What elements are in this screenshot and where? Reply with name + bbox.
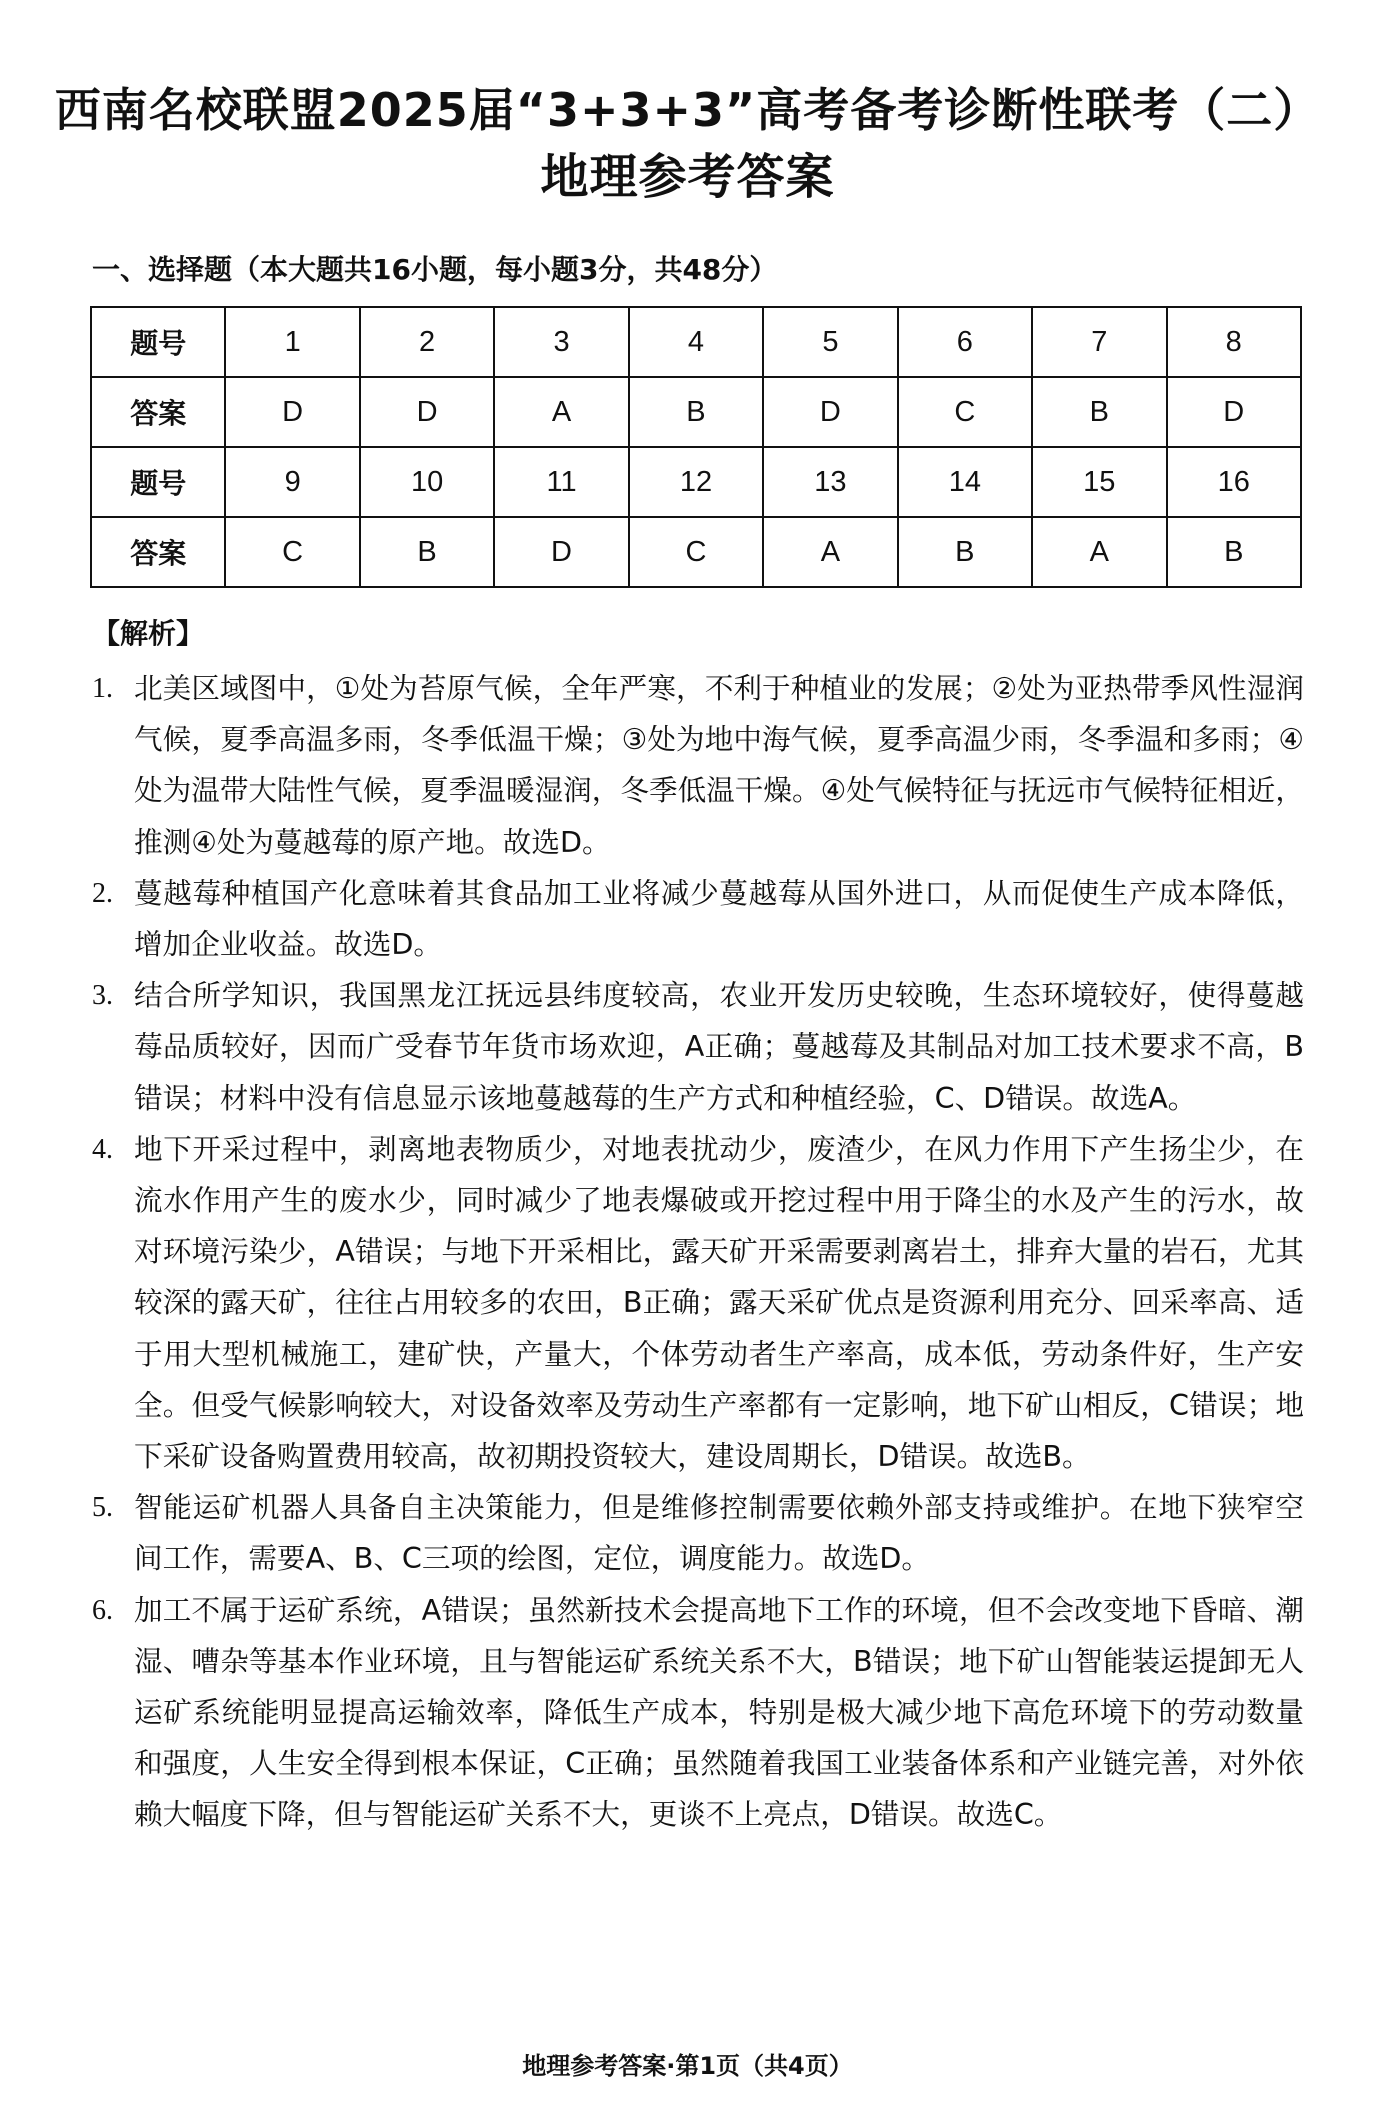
question-number-cell: 6	[898, 307, 1032, 377]
table-row	[91, 447, 1301, 517]
question-number-cell: 4	[629, 307, 763, 377]
item-text: 加工不属于运矿系统，A错误；虽然新技术会提高地下工作的环境，但不会改变地下昏暗、潮湿、嘈杂等基本作业环境，且与智能运矿系统关系不大，B错误；地下矿山智能装运提卸无人运矿系统能明显提高运输效率，降低生产成本，特别是极大减少地下高危环境下的劳动数量和强度，人生安全得到根本保证，C正确；虽然随着我国工业装备体系和产业链完善，对外依赖大幅度下降，但与智能运矿关系不大，更谈不上亮点，D错误。故选C。	[134, 1592, 1304, 1832]
explanation-list	[92, 663, 1304, 1841]
answer-cell: A	[494, 377, 628, 447]
item-number: 1.	[92, 673, 113, 704]
answer-cell: D	[494, 517, 628, 587]
page-footer: 地理参考答案·第1页（共4页）	[522, 2052, 853, 2080]
question-number-cell: 9	[225, 447, 359, 517]
answer-cell: B	[1032, 377, 1166, 447]
answer-cell: C	[629, 517, 763, 587]
item-number: 4.	[92, 1133, 113, 1165]
question-number-cell: 2	[360, 307, 494, 377]
answer-cell: A	[1032, 517, 1166, 587]
answer-cell: D	[225, 377, 359, 447]
table-row	[91, 517, 1301, 587]
answer-cell: C	[225, 517, 359, 587]
explanation-item	[92, 1482, 1304, 1584]
answer-cell: B	[360, 517, 494, 587]
item-text: 蔓越莓种植国产化意味着其食品加工业将减少蔓越莓从国外进口，从而促使生产成本降低，增加企业收益。故选D。	[134, 875, 1304, 962]
question-number-cell: 7	[1032, 307, 1166, 377]
answer-cell: D	[1167, 377, 1302, 447]
explanation-item	[92, 1124, 1304, 1482]
table-row	[91, 307, 1301, 377]
question-number-cell: 15	[1032, 447, 1166, 517]
question-number-cell: 5	[763, 307, 897, 377]
answer-cell: B	[1167, 517, 1302, 587]
answer-cell: B	[898, 517, 1032, 587]
answer-cell: B	[629, 377, 763, 447]
explanation-item	[92, 663, 1304, 868]
question-number-cell: 13	[763, 447, 897, 517]
explanation-item	[92, 1585, 1304, 1841]
item-text: 智能运矿机器人具备自主决策能力，但是维修控制需要依赖外部支持或维护。在地下狭窄空间工作，需要A、B、C三项的绘图，定位，调度能力。故选D。	[134, 1490, 1304, 1576]
row-label: 答案	[91, 377, 225, 447]
analysis-heading: 【解析】	[92, 617, 205, 650]
item-number: 5.	[92, 1492, 113, 1524]
answer-table	[90, 306, 1302, 588]
explanation-item	[92, 970, 1304, 1124]
question-number-cell: 10	[360, 447, 494, 517]
answer-cell: D	[763, 377, 897, 447]
item-number: 2.	[92, 877, 113, 909]
question-number-cell: 11	[494, 447, 628, 517]
table-row	[91, 377, 1301, 447]
answer-cell: A	[763, 517, 897, 587]
row-label: 答案	[91, 517, 225, 587]
question-number-cell: 3	[494, 307, 628, 377]
question-number-cell: 12	[629, 447, 763, 517]
question-number-cell: 16	[1167, 447, 1302, 517]
question-number-cell: 8	[1167, 307, 1302, 377]
answer-cell: D	[360, 377, 494, 447]
question-number-cell: 1	[225, 307, 359, 377]
explanation-item	[92, 868, 1304, 970]
item-text: 地下开采过程中，剥离地表物质少，对地表扰动少，废渣少，在风力作用下产生扬尘少，在流水作用产生的废水少，同时减少了地表爆破或开挖过程中用于降尘的水及产生的污水，故对环境污染少，A错误；与地下开采相比，露天矿开采需要剥离岩土，排弃大量的岩石，尤其较深的露天矿，往往占用较多的农田，B正确；露天采矿优点是资源利用充分、回采率高、适于用大型机械施工，建矿快，产量大，个体劳动者生产率高，成本低，劳动条件好，生产安全。但受气候影响较大，对设备效率及劳动生产率都有一定影响，地下矿山相反，C错误；地下采矿设备购置费用较高，故初期投资较大，建设周期长，D错误。故选B。	[134, 1131, 1304, 1474]
item-number: 6.	[92, 1594, 113, 1626]
row-label: 题号	[91, 447, 225, 517]
item-number: 3.	[92, 980, 113, 1012]
question-number-cell: 14	[898, 447, 1032, 517]
answer-cell: C	[898, 377, 1032, 447]
section-heading: 一、选择题（本大题共16小题，每小题3分，共48分）	[92, 253, 778, 286]
item-text: 结合所学知识，我国黑龙江抚远县纬度较高，农业开发历史较晚，生态环境较好，使得蔓越莓品质较好，因而广受春节年货市场欢迎，A正确；蔓越莓及其制品对加工技术要求不高，B错误；材料中没有信息显示该地蔓越莓的生产方式和种植经验，C、D错误。故选A。	[134, 978, 1304, 1115]
page-subtitle: 地理参考答案	[540, 149, 835, 205]
page-title: 西南名校联盟2025届“3+3+3”高考备考诊断性联考（二）	[54, 83, 1321, 137]
row-label: 题号	[91, 307, 225, 377]
item-text: 北美区域图中，①处为苔原气候，全年严寒，不利于种植业的发展；②处为亚热带季风性湿润气候，夏季高温多雨，冬季低温干燥；③处为地中海气候，夏季高温少雨，冬季温和多雨；④处为温带大陆性气候，夏季温暖湿润，冬季低温干燥。④处气候特征与抚远市气候特征相近，推测④处为蔓越莓的原产地。故选D。	[134, 671, 1304, 859]
